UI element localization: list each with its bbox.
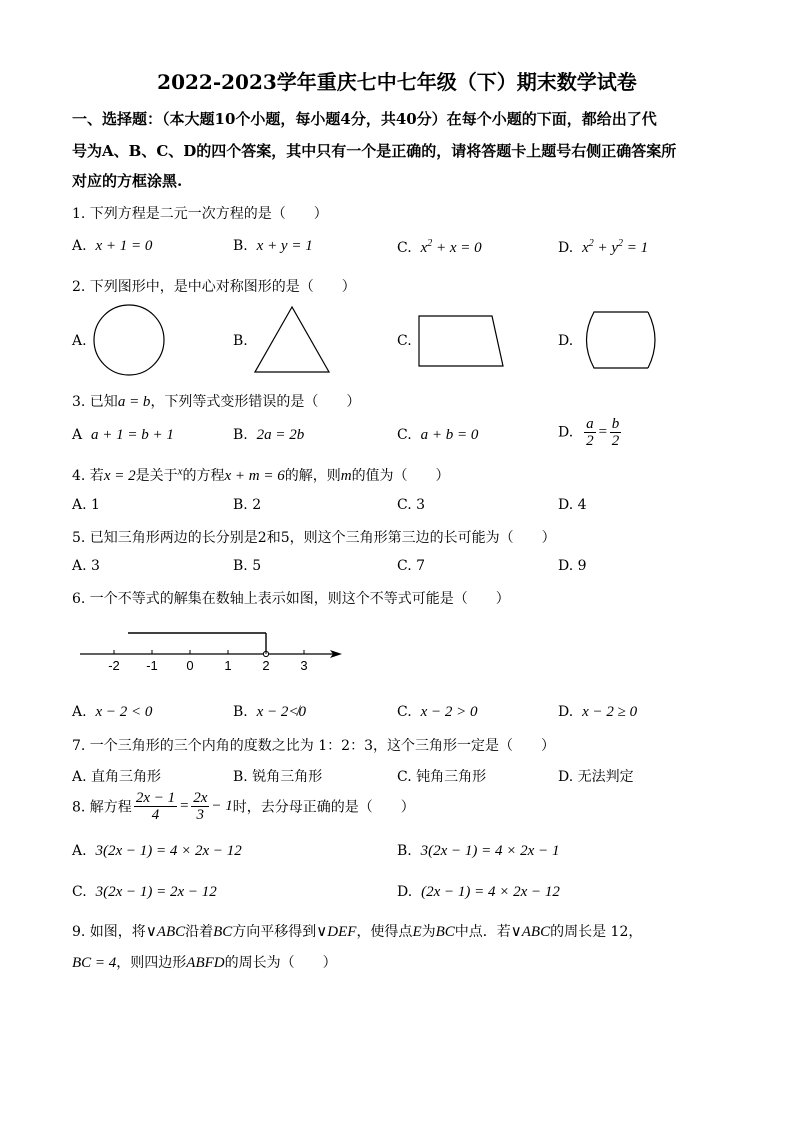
question-7-stem: 7. 一个三角形的三个内角的度数之比为 1：2：3，这个三角形一定是（ ）: [72, 738, 555, 754]
q4-option-a[interactable]: A. 1: [72, 497, 100, 513]
q3-option-b[interactable]: B. 2a = 2b: [233, 427, 305, 443]
q7-option-a[interactable]: A. 直角三角形: [72, 769, 162, 785]
section-instruction-line-1: 一、选择题：（本大题10个小题，每小题4分，共40分）在每个小题的下面，都给出了代: [72, 110, 657, 128]
question-1-stem: 1. 下列方程是二元一次方程的是（ ）: [72, 206, 328, 222]
question-9-stem-line-2: BC = 4，则四边形ABFD的周长为（ ）: [72, 955, 337, 971]
q7-option-d[interactable]: D. 无法判定: [558, 769, 634, 785]
question-8-stem: 8. 解方程 $\frac{2x - 1}{4}$ = $\frac{2x}{3}$ − 1时，去分母正确的是（ ）: [72, 790, 415, 823]
number-line-tick-label: 0: [186, 658, 194, 673]
q6-option-a[interactable]: A. x − 2 < 0: [72, 704, 153, 720]
q4-option-b[interactable]: B. 2: [233, 497, 262, 513]
q8-option-a[interactable]: A. 3(2x − 1) = 4 × 2x − 12: [72, 843, 242, 859]
q7-option-b[interactable]: B. 锐角三角形: [233, 769, 323, 785]
q6-option-c[interactable]: C. x − 2 > 0: [397, 704, 478, 720]
q8-option-d[interactable]: D. (2x − 1) = 4 × 2x − 12: [397, 884, 560, 900]
q3-option-a[interactable]: A a + 1 = b + 1: [72, 427, 174, 443]
number-line-tick-label: -2: [108, 658, 120, 673]
q1-option-d[interactable]: D. $x^2 + y^2 = 1$: [558, 238, 649, 256]
number-line-figure: [76, 625, 346, 677]
q3-option-d[interactable]: D. $\frac{a}{2}$ = $\frac{b}{2}$: [558, 416, 620, 449]
number-line-tick-label: -1: [146, 658, 158, 673]
page-title: 2022-2023学年重庆七中七年级（下）期末数学试卷: [157, 70, 637, 94]
number-line-tick-label: 2: [262, 658, 270, 673]
q1-option-b[interactable]: B. x + y = 1: [233, 238, 313, 254]
question-2-stem: 2. 下列图形中，是中心对称图形的是（ ）: [72, 279, 356, 295]
q2-option-a-label[interactable]: A.: [72, 333, 87, 349]
section-instruction-line-2: 号为A、B、C、D的四个答案，其中只有一个是正确的，请将答题卡上题号右侧正确答案所: [72, 142, 677, 160]
q5-option-a[interactable]: A. 3: [72, 558, 100, 574]
q4-option-c[interactable]: C. 3: [397, 497, 426, 513]
question-4-stem: 4. 若x = 2是关于$^x$的方程x + m = 6的解，则m的值为（ ）: [72, 465, 450, 484]
q2-option-c-label[interactable]: C.: [397, 333, 412, 349]
q8-option-c[interactable]: C. 3(2x − 1) = 2x − 12: [72, 884, 217, 900]
q2-option-d-label[interactable]: D.: [558, 333, 574, 349]
question-9-stem-line-1: 9. 如图，将∨ABC沿着BC方向平移得到∨DEF，使得点E为BC中点．若∨ABC的周长是 12，: [72, 924, 643, 940]
q1-option-a[interactable]: A. x + 1 = 0: [72, 238, 153, 254]
q5-option-d[interactable]: D. 9: [558, 558, 587, 574]
circle-figure: [92, 303, 168, 379]
q3-option-c[interactable]: C. a + b = 0: [397, 427, 479, 443]
triangle-figure: [252, 305, 332, 375]
section-instruction-line-3: 对应的方框涂黑.: [72, 172, 183, 190]
q4-option-d[interactable]: D. 4: [558, 497, 587, 513]
q1-option-c[interactable]: C. $x^2 + x = 0$: [397, 238, 482, 256]
question-6-stem: 6. 一个不等式的解集在数轴上表示如图，则这个不等式可能是（ ）: [72, 591, 510, 607]
question-3-stem: 3. 已知a = b，下列等式变形错误的是（ ）: [72, 394, 361, 410]
cylinder-side-figure: [576, 310, 660, 370]
question-5-stem: 5. 已知三角形两边的长分别是2和5，则这个三角形第三边的长可能为（ ）: [72, 530, 556, 546]
number-line-tick-label: 1: [224, 658, 232, 673]
q7-option-c[interactable]: C. 钝角三角形: [397, 769, 487, 785]
q8-option-b[interactable]: B. 3(2x − 1) = 4 × 2x − 1: [397, 843, 560, 859]
q6-option-b[interactable]: B. x − 2≮0: [233, 704, 307, 720]
number-line-tick-label: 3: [300, 658, 308, 673]
q6-option-d[interactable]: D. x − 2 ≥ 0: [558, 704, 638, 720]
q5-option-c[interactable]: C. 7: [397, 558, 426, 574]
q5-option-b[interactable]: B. 5: [233, 558, 262, 574]
q2-option-b-label[interactable]: B.: [233, 333, 248, 349]
trapezoid-figure: [416, 313, 506, 369]
